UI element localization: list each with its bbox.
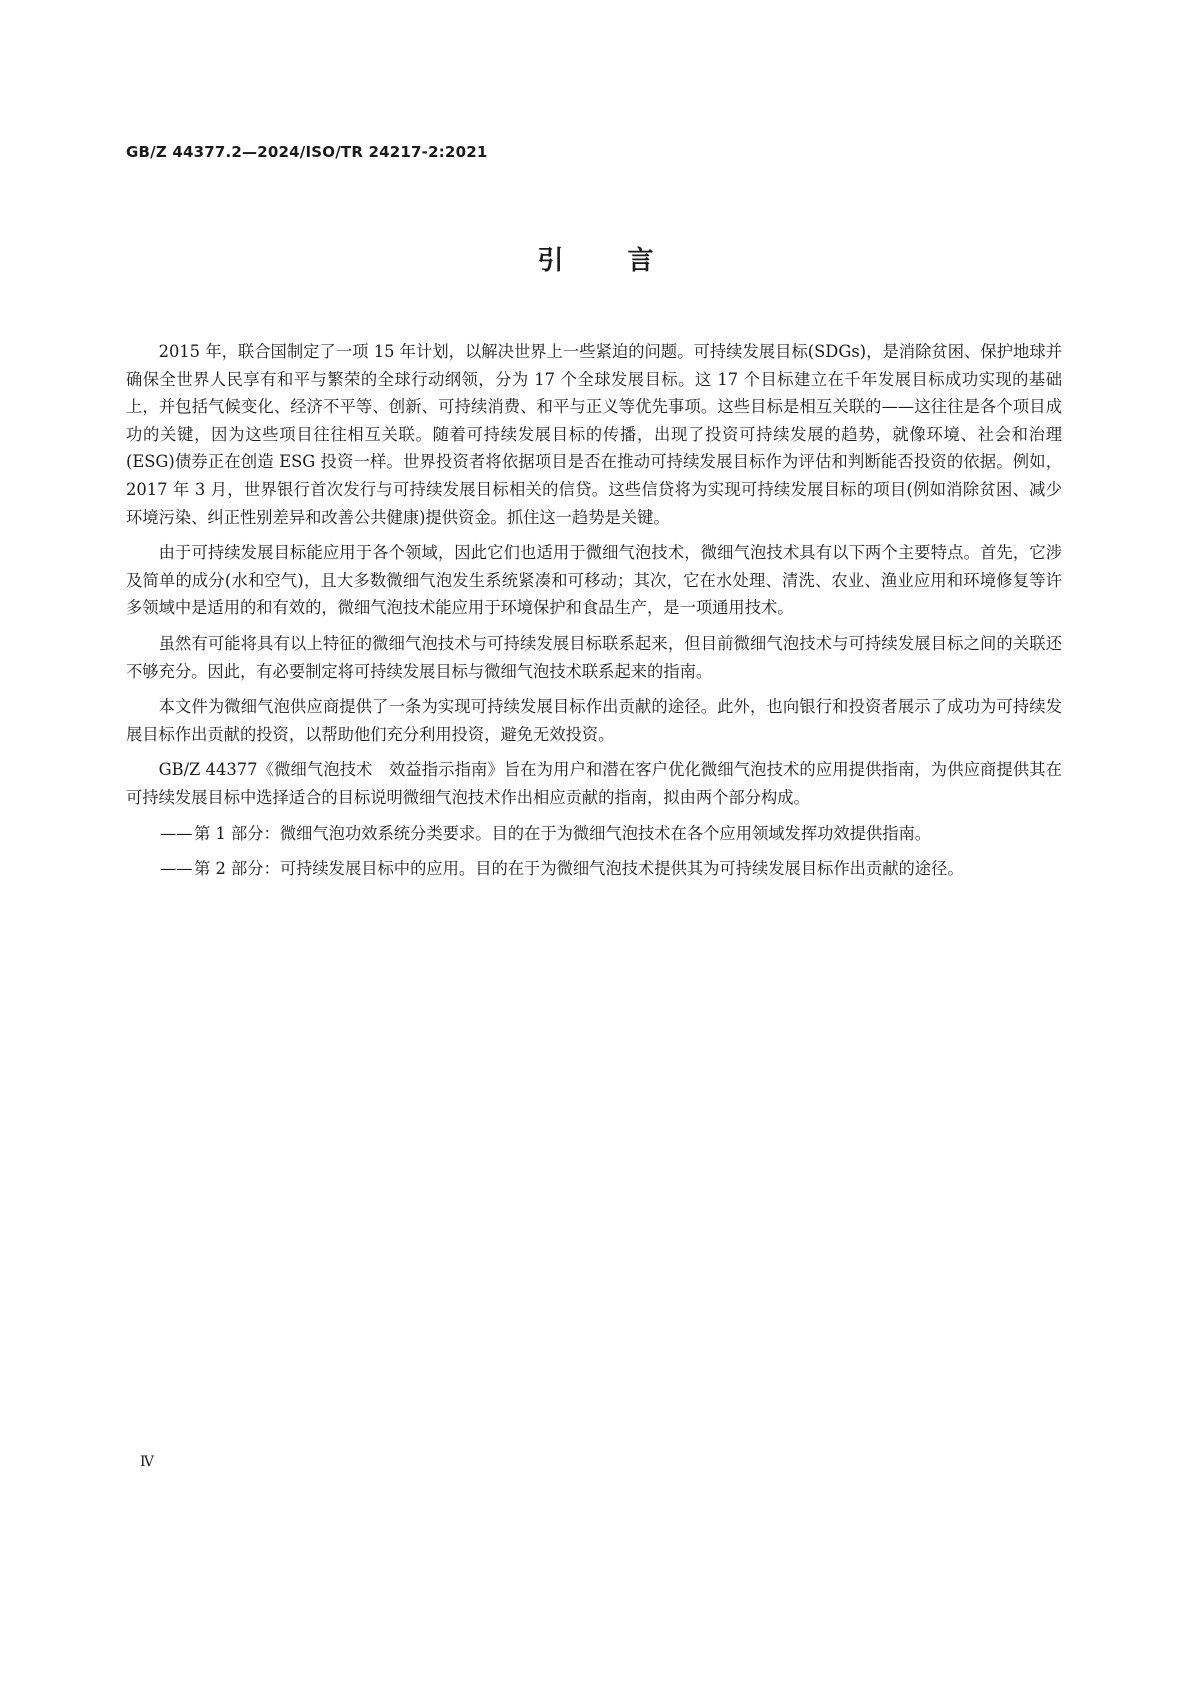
paragraph: 由于可持续发展目标能应用于各个领域，因此它们也适用于微细气泡技术，微细气泡技术具有以下两个主要特点。首先，它涉及简单的成分(水和空气)，且大多数微细气泡发生系统紧凑和可移动；其次，它在水处理、清洗、农业、渔业应用和环境修复等许多领域中是适用的和有效的，微细气泡技术能应用于环境保护和食品生产，是一项通用技术。 — [126, 543, 1062, 618]
list-item-text: 第 2 部分：可持续发展目标中的应用。目的在于为微细气泡技术提供其为可持续发展目标作出贡献的途径。 — [194, 859, 964, 879]
parts-list — [126, 820, 1062, 883]
document-body — [126, 338, 1062, 891]
paragraph: 2015 年，联合国制定了一项 15 年计划，以解决世界上一些紧迫的问题。可持续发展目标(SDGs)，是消除贫困、保护地球并确保全世界人民享有和平与繁荣的全球行动纲领，分为 17 个全球发展目标。这 17 个目标建立在千年发展目标成功实现的基础上，并包括气候变化、经济不平等、创新、可持续消费、和平与正义等优先事项。这些目标是相互关联的——这往往是各个项目成功的关键，因为这些项目往往相互关联。随着可持续发展目标的传播，出现了投资可持续发展的趋势，就像环境、社会和治理(ESG)债券正在创造 ESG 投资一样。世界投资者将依据项目是否在推动可持续发展目标作为评估和判断能否投资的依据。例如，2017 年 3 月，世界银行首次发行与可持续发展目标相关的信贷。这些信贷将为实现可持续发展目标的项目(例如消除贫困、减少环境污染、纠正性别差异和改善公共健康)提供资金。抓住这一趋势是关键。 — [126, 342, 1062, 527]
page-title: 引言 — [537, 246, 718, 276]
list-dash: —— — [160, 823, 193, 843]
list-item — [126, 855, 1062, 883]
page-number: Ⅳ — [140, 1454, 154, 1470]
paragraph: GB/Z 44377《微细气泡技术 效益指示指南》旨在为用户和潜在客户优化微细气泡技术的应用提供指南，为供应商提供其在可持续发展目标中选择适合的目标说明微细气泡技术作出相应贡献的指南，拟由两个部分构成。 — [126, 760, 1062, 807]
list-dash: —— — [160, 859, 193, 879]
list-item-text: 第 1 部分：微细气泡功效系统分类要求。目的在于为微细气泡技术在各个应用领域发挥功效提供指南。 — [194, 823, 932, 843]
list-item — [126, 820, 1062, 848]
paragraph: 本文件为微细气泡供应商提供了一条为实现可持续发展目标作出贡献的途径。此外，也向银行和投资者展示了成功为可持续发展目标作出贡献的投资，以帮助他们充分利用投资，避免无效投资。 — [126, 697, 1062, 744]
paragraph: 虽然有可能将具有以上特征的微细气泡技术与可持续发展目标联系起来，但目前微细气泡技术与可持续发展目标之间的关联还不够充分。因此，有必要制定将可持续发展目标与微细气泡技术联系起来的指南。 — [126, 633, 1062, 681]
document-code: GB/Z 44377.2—2024/ISO/TR 24217-2:2021 — [126, 143, 488, 161]
